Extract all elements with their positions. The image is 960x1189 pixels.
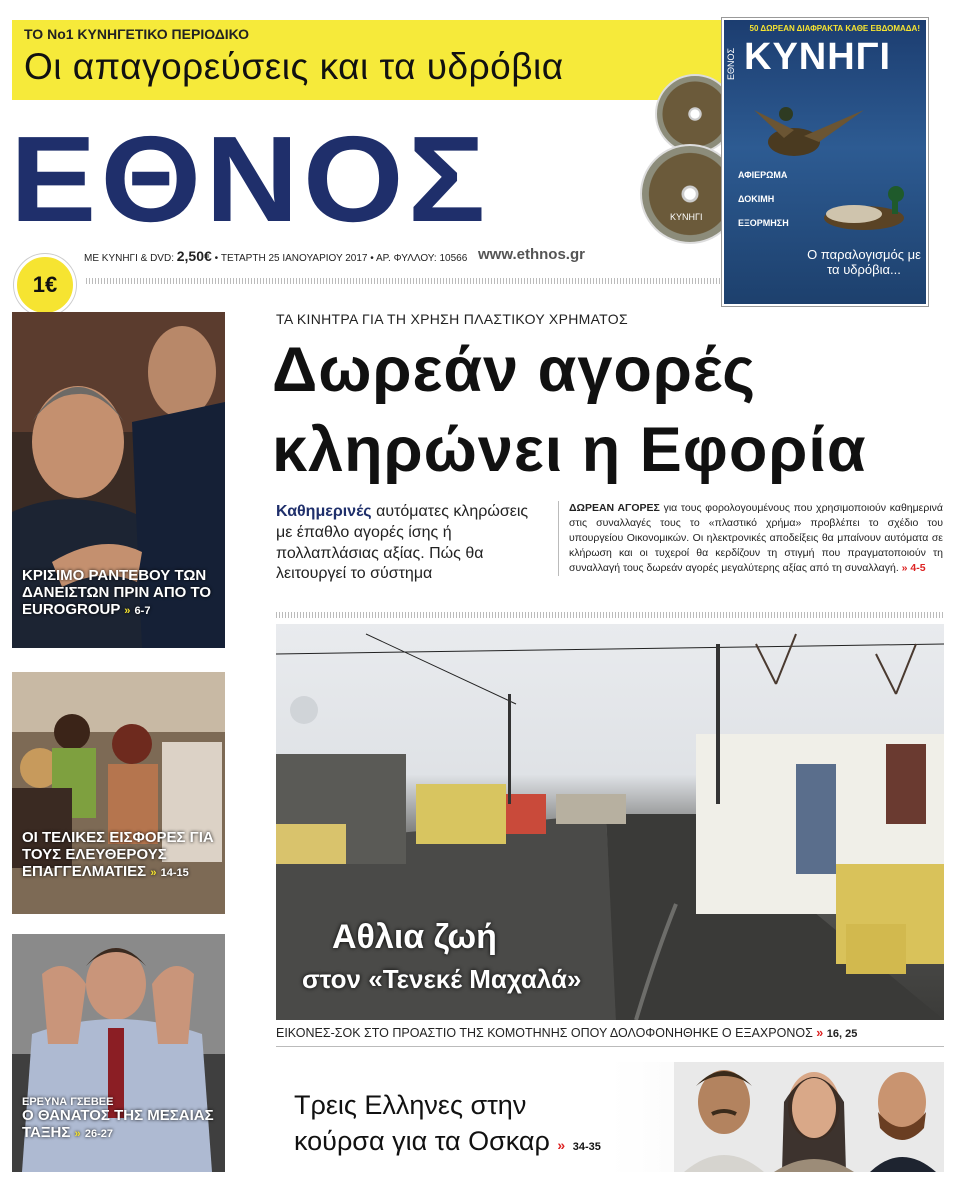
dek-text: αυτόματες κληρώσεις με έπαθλο αγορές ίσης ή πολλαπλάσιας αξίας. Πώς θα λειτουργεί το σύστημα [276,503,529,583]
price-badge: 1€ [14,254,76,316]
sidebar-teaser-eurogroup[interactable] [12,312,225,648]
oscars-pages: 34-35 [572,1141,601,1153]
dateline-price: 2,50€ [176,248,212,264]
teaser-caption [22,830,222,880]
teaser-pages: 14-15 [160,866,189,879]
magazine-cover[interactable] [722,18,928,306]
oscars-title-line1: Τρεις Ελληνες στην [294,1090,527,1120]
body-text: για τους φορολογουμένους που χρησιμοποιούν καθημερινά στις συναλλαγές τους το «πλαστικό χρήμα» προβλέπει το σχέδιο του υπουργείου Οικονομικών. Οι ηλεκτρονικές αποδείξεις θα μπαίνουν αυτόματα σε κλήρωση και οι τυχεροί θα κερδίζουν τη στιγμή που πραγματοποιούν τη συναλλαγή τους δωρεάν αγορές μεγαλύτερης αξίας από τη συναλλαγή. [569,502,943,574]
teaser-pages: 26-27 [84,1128,113,1141]
photo-caption [276,1026,944,1040]
teaser-kicker: ΕΡΕΥΝΑ ΓΣΕΒΕΕ [22,1096,114,1108]
page-arrow: » [150,866,157,879]
magazine-item-2: ΔΟΚΙΜΗ [738,194,775,204]
section-rule [276,612,944,618]
masthead-rule [86,278,722,284]
dek-bold: Καθημερινές [276,503,372,520]
promo-headline: Οι απαγορεύσεις και τα υδρόβια [24,46,564,87]
promo-bar[interactable] [12,20,730,100]
magazine-item-1: ΑΦΙΕΡΩΜΑ [738,170,788,180]
main-story-dek [276,502,538,585]
oscars-title-text: κούρσα για τα Οσκαρ [294,1126,550,1156]
page-arrow: » [74,1128,81,1141]
magazine-brand: ΕΘΝΟΣ [726,47,736,80]
main-headline-line1[interactable]: Δωρεάν αγορές [272,335,757,405]
sidebar-teaser-gsevee[interactable] [12,934,225,1172]
dateline-rest: • ΤΕΤΑΡΤΗ 25 ΙΑΝΟΥΑΡΙΟΥ 2017 • ΑΡ. ΦΥΛΛΟΥ: 10566 [214,253,468,264]
teaser-title: ΟΙ ΤΕΛΙΚΕΣ ΕΙΣΦΟΡΕΣ ΓΙΑ ΤΟΥΣ ΕΛΕΥΘΕΡΟΥΣ ΕΠΑΓΓΕΛΜΑΤΙΕΣ [22,829,214,880]
oscars-title-line2 [294,1126,601,1157]
magazine-cover-line: Ο παραλογισμός με τα υδρόβια... [807,247,921,277]
oscars-nominees-photo [674,1062,944,1172]
page-arrow: » [124,604,131,617]
main-headline-line2[interactable]: κληρώνει η Εφορία [272,415,867,485]
masthead-logo: ΕΘΝΟΣ [10,111,490,247]
sidebar-teaser-contributions[interactable] [12,672,225,914]
photo-title-line2: στον «Τενεκέ Μαχαλά» [302,964,582,994]
magazine-item-3: ΕΞΟΡΜΗΣΗ [738,218,789,228]
body-lead: ΔΩΡΕΑΝ ΑΓΟΡΕΣ [569,502,660,514]
teaser-pages: 6-7 [134,604,151,617]
photo-caption-pages: 16, 25 [826,1028,858,1040]
photo-caption-text: ΕΙΚΟΝΕΣ-ΣΟΚ ΣΤΟ ΠΡΟΑΣΤΙΟ ΤΗΣ ΚΟΜΟΤΗΝΗΣ ΟΠΟΥ ΔΟΛΟΦΟΝΗΘΗΚΕ Ο ΕΞΑΧΡΟΝΟΣ [276,1026,813,1040]
dateline-prefix: ΜΕ ΚΥΝΗΓΙ & DVD: [84,253,174,264]
section-rule [276,1046,944,1047]
page-arrow: » [557,1137,566,1153]
dvd-label: ΚΥΝΗΓΙ [670,212,703,222]
promo-kicker: ΤΟ Νο1 ΚΥΝΗΓΕΤΙΚΟ ΠΕΡΙΟΔΙΚΟ [24,26,250,42]
teaser-caption [22,568,222,618]
site-url[interactable]: www.ethnos.gr [478,246,585,263]
settlement-street-photo [276,624,944,1020]
teaser-title: Ο ΘΑΝΑΤΟΣ ΤΗΣ ΜΕΣΑΙΑΣ ΤΑΞΗΣ [22,1107,214,1142]
main-story-body [558,501,943,576]
main-photo[interactable] [276,624,944,1020]
page-arrow: » [816,1026,824,1040]
photo-title-line1: Αθλια ζωή [332,918,497,956]
magazine-promo: 50 ΔΩΡΕΑΝ ΔΙΑΦΡΑΚΤΑ ΚΑΘΕ ΕΒΔΟΜΑΔΑ! [749,24,920,33]
teaser-caption [22,1096,222,1142]
magazine-title: ΚΥΝΗΓΙ [744,36,892,78]
oscars-teaser[interactable] [276,1062,944,1172]
teaser-title: ΚΡΙΣΙΜΟ ΡΑΝΤΕΒΟΥ ΤΩΝ ΔΑΝΕΙΣΤΩΝ ΠΡΙΝ ΑΠΟ ΤΟ EUROGROUP [22,567,212,618]
dateline [84,248,467,264]
main-story-kicker: ΤΑ ΚΙΝΗΤΡΑ ΓΙΑ ΤΗ ΧΡΗΣΗ ΠΛΑΣΤΙΚΟΥ ΧΡΗΜΑΤΟΣ [276,311,628,327]
body-page-ref: » 4-5 [901,561,926,574]
